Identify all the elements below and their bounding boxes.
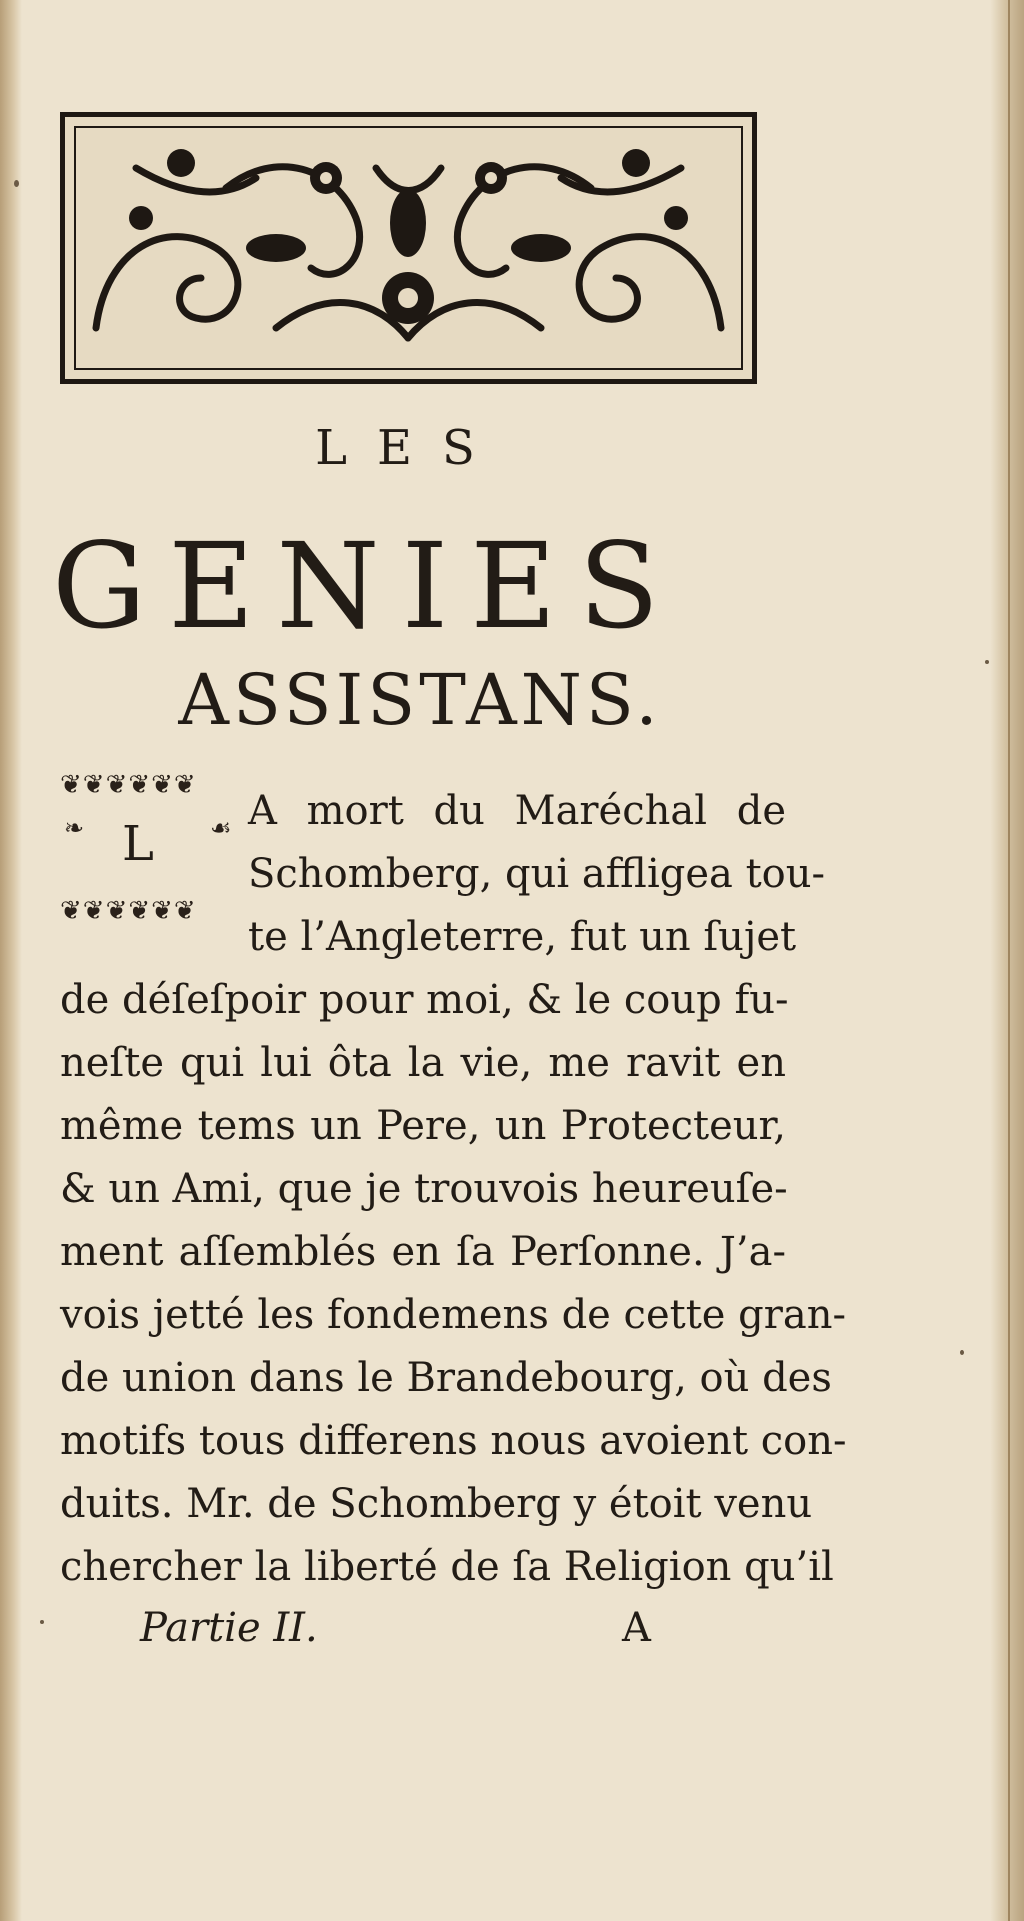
text-line: neſte qui lui ôta la vie, me ravit en [60,1040,786,1086]
dropcap-border-top-icon: ❦❦❦❦❦❦ [60,770,197,800]
text-line: motifs tous differens nous avoient con- [60,1418,847,1464]
dropcap-border-left-icon: ❧ [64,814,85,842]
dropcap-border-bottom-icon: ❦❦❦❦❦❦ [60,896,197,926]
text-line: ment aſſemblés en ſa Perſonne. J’a- [60,1229,786,1275]
text-line: te l’Angleterre, fut un ſujet [248,914,797,960]
text-line: même tems un Pere, un Protecteur, [60,1103,786,1149]
headpiece-ornament [60,112,757,384]
title-genies: GENIES [52,517,682,655]
text-line: de union dans le Brandebourg, où des [60,1355,832,1401]
paper-speck [40,1620,44,1624]
dropcap-letter: L [122,816,154,872]
text-line: Schomberg, qui affligea tou- [248,851,826,897]
text-line: vois jetté les fondemens de cette gran- [60,1292,847,1338]
signature-text: Partie II. [140,1605,318,1651]
text-line: de déſeſpoir pour moi, & le coup fu- [60,977,789,1023]
paper-speck [985,660,989,664]
text-line: & un Ami, que je trouvois heureuſe- [60,1166,788,1212]
body-text [60,780,847,1599]
title-les: LES [315,420,505,476]
paper-speck [960,1350,964,1355]
dropcap-border-right-icon: ☙ [210,814,232,842]
sheet-mark: A [622,1605,651,1651]
text-line: A mort du Maréchal de [248,788,786,834]
text-line: duits. Mr. de Schomberg y étoit venu [60,1481,813,1527]
page-footer [0,1605,1024,1665]
floral-scroll-icon [76,128,741,368]
text-line: chercher la liberté de ſa Religion qu’il [60,1544,834,1590]
paper-speck [14,180,19,187]
title-assistans: ASSISTANS. [178,659,662,741]
